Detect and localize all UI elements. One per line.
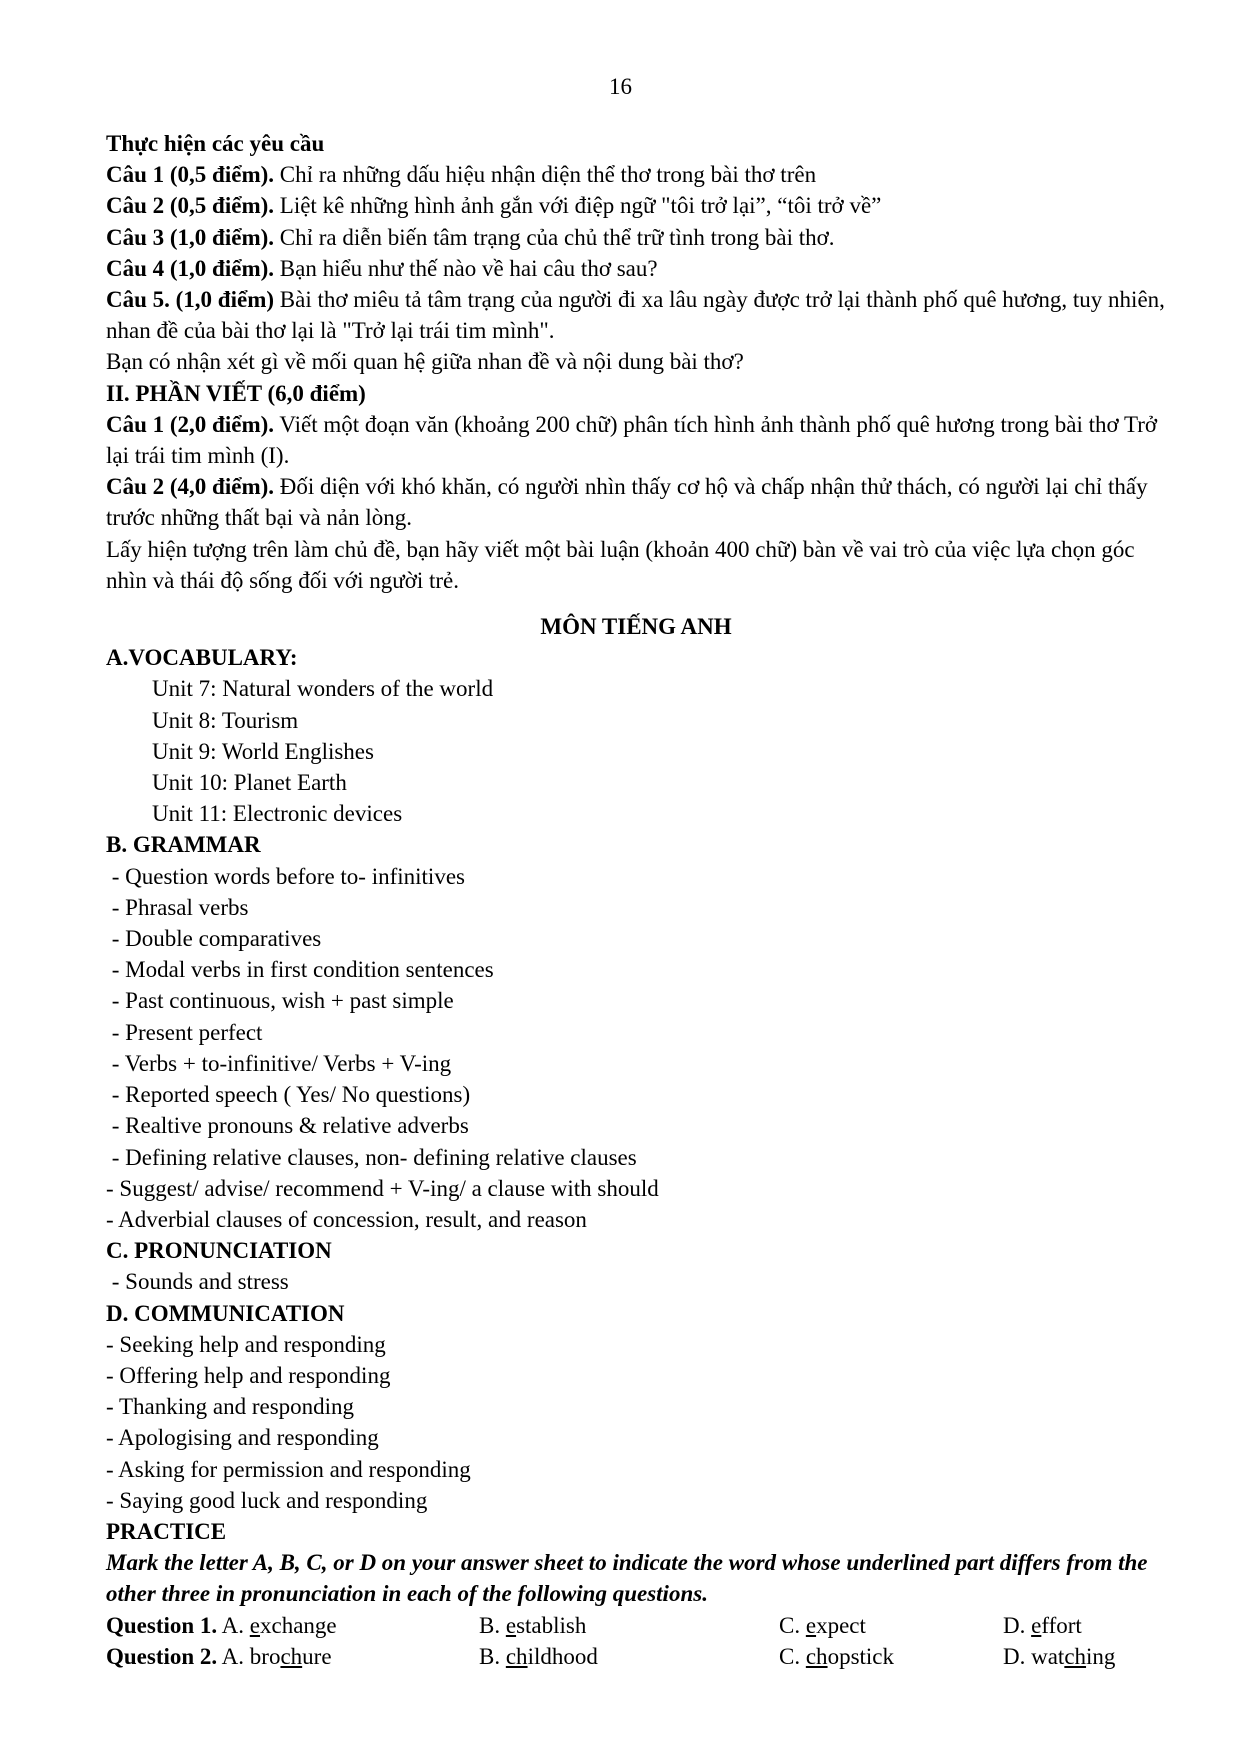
writing-question-2: Câu 2 (4,0 điểm). Đối diện với khó khăn, có người nhìn thấy cơ hộ và chấp nhận thử thách, có người lại chỉ thấy trước những thất bại và nản lòng. bbox=[106, 474, 1148, 531]
question-1-option-c: C. expect bbox=[779, 1612, 866, 1638]
writing-heading: II. PHẦN VIẾT (6,0 điểm) bbox=[106, 380, 366, 406]
grammar-item: - Suggest/ advise/ recommend + V-ing/ a clause with should bbox=[106, 1175, 659, 1201]
page-number: 16 bbox=[609, 74, 632, 99]
lit-question-1: Câu 1 (0,5 điểm). Chỉ ra những dấu hiệu nhận diện thể thơ trong bài thơ trên bbox=[106, 162, 817, 188]
communication-item: - Thanking and responding bbox=[106, 1394, 355, 1420]
lit-question-5-followup: Bạn có nhận xét gì về mối quan hệ giữa nhan đề và nội dung bài thơ? bbox=[106, 349, 744, 375]
communication-item: - Saying good luck and responding bbox=[106, 1487, 428, 1513]
grammar-item: - Defining relative clauses, non- defining relative clauses bbox=[106, 1144, 637, 1170]
communication-item: - Seeking help and responding bbox=[106, 1331, 386, 1357]
writing-question-1: Câu 1 (2,0 điểm). Viết một đoạn văn (khoảng 200 chữ) phân tích hình ảnh thành phố quê hương trong bài thơ Trở lại trái tim mình (I). bbox=[106, 411, 1158, 469]
grammar-item: - Modal verbs in first condition sentences bbox=[106, 957, 494, 983]
grammar-item: - Phrasal verbs bbox=[106, 894, 249, 920]
question-1-option-d: D. effort bbox=[1003, 1612, 1082, 1638]
grammar-item: - Realtive pronouns & relative adverbs bbox=[106, 1113, 469, 1139]
grammar-item: - Adverbial clauses of concession, result, and reason bbox=[106, 1206, 587, 1232]
english-title: MÔN TIẾNG ANH bbox=[540, 614, 732, 640]
lit-question-4: Câu 4 (1,0 điểm). Bạn hiểu như thế nào về hai câu thơ sau? bbox=[106, 255, 658, 281]
question-1-option-b: B. establish bbox=[479, 1612, 587, 1638]
question-row-2 bbox=[106, 1641, 1166, 1672]
unit-item: Unit 8: Tourism bbox=[152, 707, 299, 733]
communication-item: - Asking for permission and responding bbox=[106, 1456, 471, 1482]
unit-item: Unit 11: Electronic devices bbox=[152, 801, 403, 827]
grammar-item: - Past continuous, wish + past simple bbox=[106, 988, 454, 1014]
question-2-option-c: C. chopstick bbox=[779, 1643, 895, 1669]
question-row-1 bbox=[106, 1610, 1166, 1641]
lit-question-2: Câu 2 (0,5 điểm). Liệt kê những hình ảnh gắn với điệp ngữ "tôi trở lại”, “tôi trở về” bbox=[106, 193, 882, 219]
document-body bbox=[106, 128, 1166, 1672]
grammar-heading: B. GRAMMAR bbox=[106, 832, 261, 858]
question-2-option-a: Question 2. A. brochure bbox=[106, 1643, 332, 1669]
literature-heading: Thực hiện các yêu cầu bbox=[106, 131, 325, 156]
lit-question-3: Câu 3 (1,0 điểm). Chỉ ra diễn biến tâm trạng của chủ thể trữ tình trong bài thơ. bbox=[106, 224, 835, 250]
practice-heading: PRACTICE bbox=[106, 1518, 227, 1544]
grammar-item: - Double comparatives bbox=[106, 926, 322, 952]
unit-item: Unit 10: Planet Earth bbox=[152, 770, 347, 796]
question-1-option-a: Question 1. A. exchange bbox=[106, 1612, 337, 1638]
grammar-item: - Question words before to- infinitives bbox=[106, 863, 465, 889]
communication-item: - Apologising and responding bbox=[106, 1425, 379, 1451]
communication-heading: D. COMMUNICATION bbox=[106, 1300, 345, 1326]
communication-item: - Offering help and responding bbox=[106, 1362, 391, 1388]
grammar-item: - Verbs + to-infinitive/ Verbs + V-ing bbox=[106, 1050, 452, 1076]
grammar-item: - Reported speech ( Yes/ No questions) bbox=[106, 1082, 471, 1108]
practice-instruction: Mark the letter A, B, C, or D on your answer sheet to indicate the word whose underlined part differs from the other three in pronunciation in each of the following questions. bbox=[106, 1550, 1148, 1607]
pronunciation-heading: C. PRONUNCIATION bbox=[106, 1238, 332, 1264]
unit-item: Unit 7: Natural wonders of the world bbox=[152, 676, 494, 702]
lit-question-5: Câu 5. (1,0 điểm) Bài thơ miêu tả tâm trạng của người đi xa lâu ngày được trở lại thành phố quê hương, tuy nhiên, nhan đề của bài thơ lại là "Trở lại trái tim mình". bbox=[106, 287, 1165, 344]
grammar-item: - Present perfect bbox=[106, 1019, 263, 1045]
vocabulary-heading: A.VOCABULARY: bbox=[106, 645, 298, 671]
pronunciation-item: - Sounds and stress bbox=[106, 1269, 289, 1295]
unit-item: Unit 9: World Englishes bbox=[152, 738, 374, 764]
question-2-option-d: D. watching bbox=[1003, 1643, 1116, 1669]
writing-question-2-followup: Lấy hiện tượng trên làm chủ đề, bạn hãy viết một bài luận (khoản 400 chữ) bàn về vai trò của việc lựa chọn góc nhìn và thái độ sống đối với người trẻ. bbox=[106, 536, 1135, 593]
question-2-option-b: B. childhood bbox=[479, 1643, 598, 1669]
